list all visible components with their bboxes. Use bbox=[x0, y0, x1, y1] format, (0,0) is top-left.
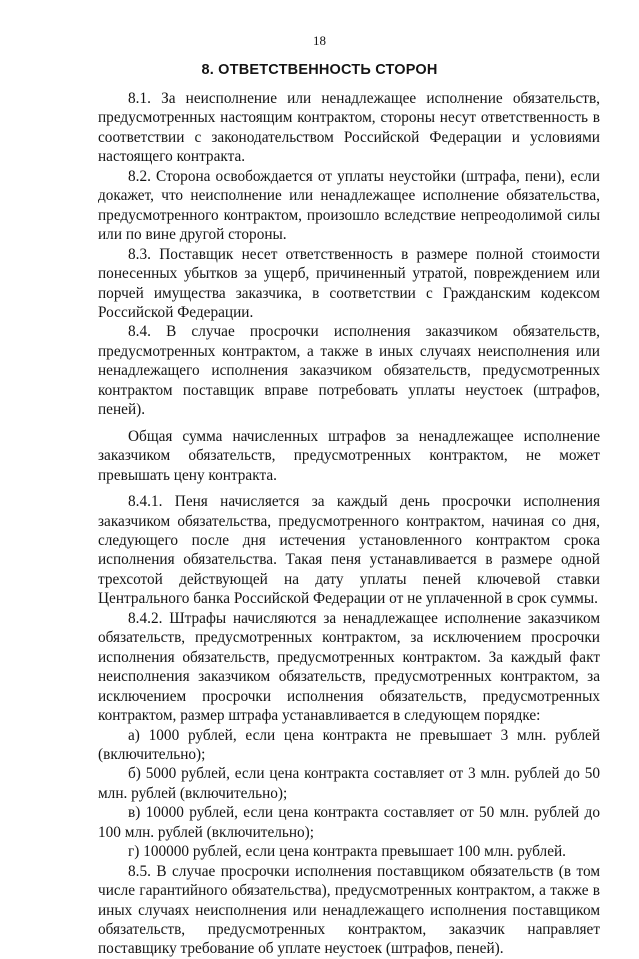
document-body bbox=[98, 89, 600, 959]
section-heading: 8. ОТВЕТСТВЕННОСТЬ СТОРОН bbox=[201, 62, 438, 78]
paragraph-total-fines: Общая сумма начисленных штрафов за ненадлежащее исполнение заказчиком обязательств, предусмотренных контрактом, не может превышать цену контракта. bbox=[98, 427, 600, 484]
list-item-g: г) 100000 рублей, если цена контракта превышает 100 млн. рублей. bbox=[128, 843, 566, 861]
paragraph-8-1: 8.1. За неисполнение или ненадлежащее исполнение обязательств, предусмотренных настоящим контрактом, стороны несут ответственность в соответствии с законодательством Российской Федерации и условиями настоящего контракта. bbox=[98, 90, 600, 166]
paragraph-8-5: 8.5. В случае просрочки исполнения поставщиком обязательств (в том числе гарантийного обязательства), предусмотренных контрактом, а также в иных случаях неисполнения или ненадлежащего исполнения поставщиком обязательств, предусмотренных контрактом, заказчик направляет поставщику требование об уплате неустоек (штрафов, пеней). bbox=[98, 862, 600, 958]
paragraph-8-4-1: 8.4.1. Пеня начисляется за каждый день просрочки исполнения заказчиком обязательства, предусмотренного контрактом, начиная со дня, следующего после дня истечения установленного контрактом срока исполнения обязательства. Такая пеня устанавливается в размере одной трехсотой действующей на дату уплаты пеней ключевой ставки Центрального банка Российской Федерации от не уплаченной в срок суммы. bbox=[98, 493, 600, 608]
paragraph-8-3: 8.3. Поставщик несет ответственность в размере полной стоимости понесенных убытков за ущерб, причиненный утратой, повреждением или порчей имущества заказчика, в соответствии с Гражданским кодексом Российской Федерации. bbox=[98, 245, 600, 321]
paragraph-8-4: 8.4. В случае просрочки исполнения заказчиком обязательств, предусмотренных контрактом, а также в иных случаях неисполнения или ненадлежащего исполнения заказчиком обязательств, предусмотренных контрактом поставщик вправе потребовать уплаты неустоек (штрафов, пеней). bbox=[98, 323, 600, 419]
list-item-a: а) 1000 рублей, если цена контракта не превышает 3 млн. рублей (включительно); bbox=[98, 726, 600, 763]
paragraph-8-2: 8.2. Сторона освобождается от уплаты неустойки (штрафа, пени), если докажет, что неисполнение или ненадлежащее исполнение обязательства, предусмотренного контрактом, произошло вследствие непреодолимой силы или по вине другой стороны. bbox=[98, 167, 600, 244]
page-number: 18 bbox=[313, 33, 326, 48]
paragraph-8-4-2: 8.4.2. Штрафы начисляются за ненадлежащее исполнение заказчиком обязательств, предусмотренных контрактом, за исключением просрочки исполнения обязательств, предусмотренных контрактом. За каждый факт неисполнения заказчиком обязательств, предусмотренных контрактом, за исключением просрочки исполнения обязательств, предусмотренных контрактом, размер штрафа устанавливается в следующем порядке: bbox=[98, 609, 600, 725]
list-item-v: в) 10000 рублей, если цена контракта составляет от 50 млн. рублей до 100 млн. рублей (включительно); bbox=[98, 804, 600, 841]
list-item-b: б) 5000 рублей, если цена контракта составляет от 3 млн. рублей до 50 млн. рублей (включительно); bbox=[98, 765, 600, 802]
